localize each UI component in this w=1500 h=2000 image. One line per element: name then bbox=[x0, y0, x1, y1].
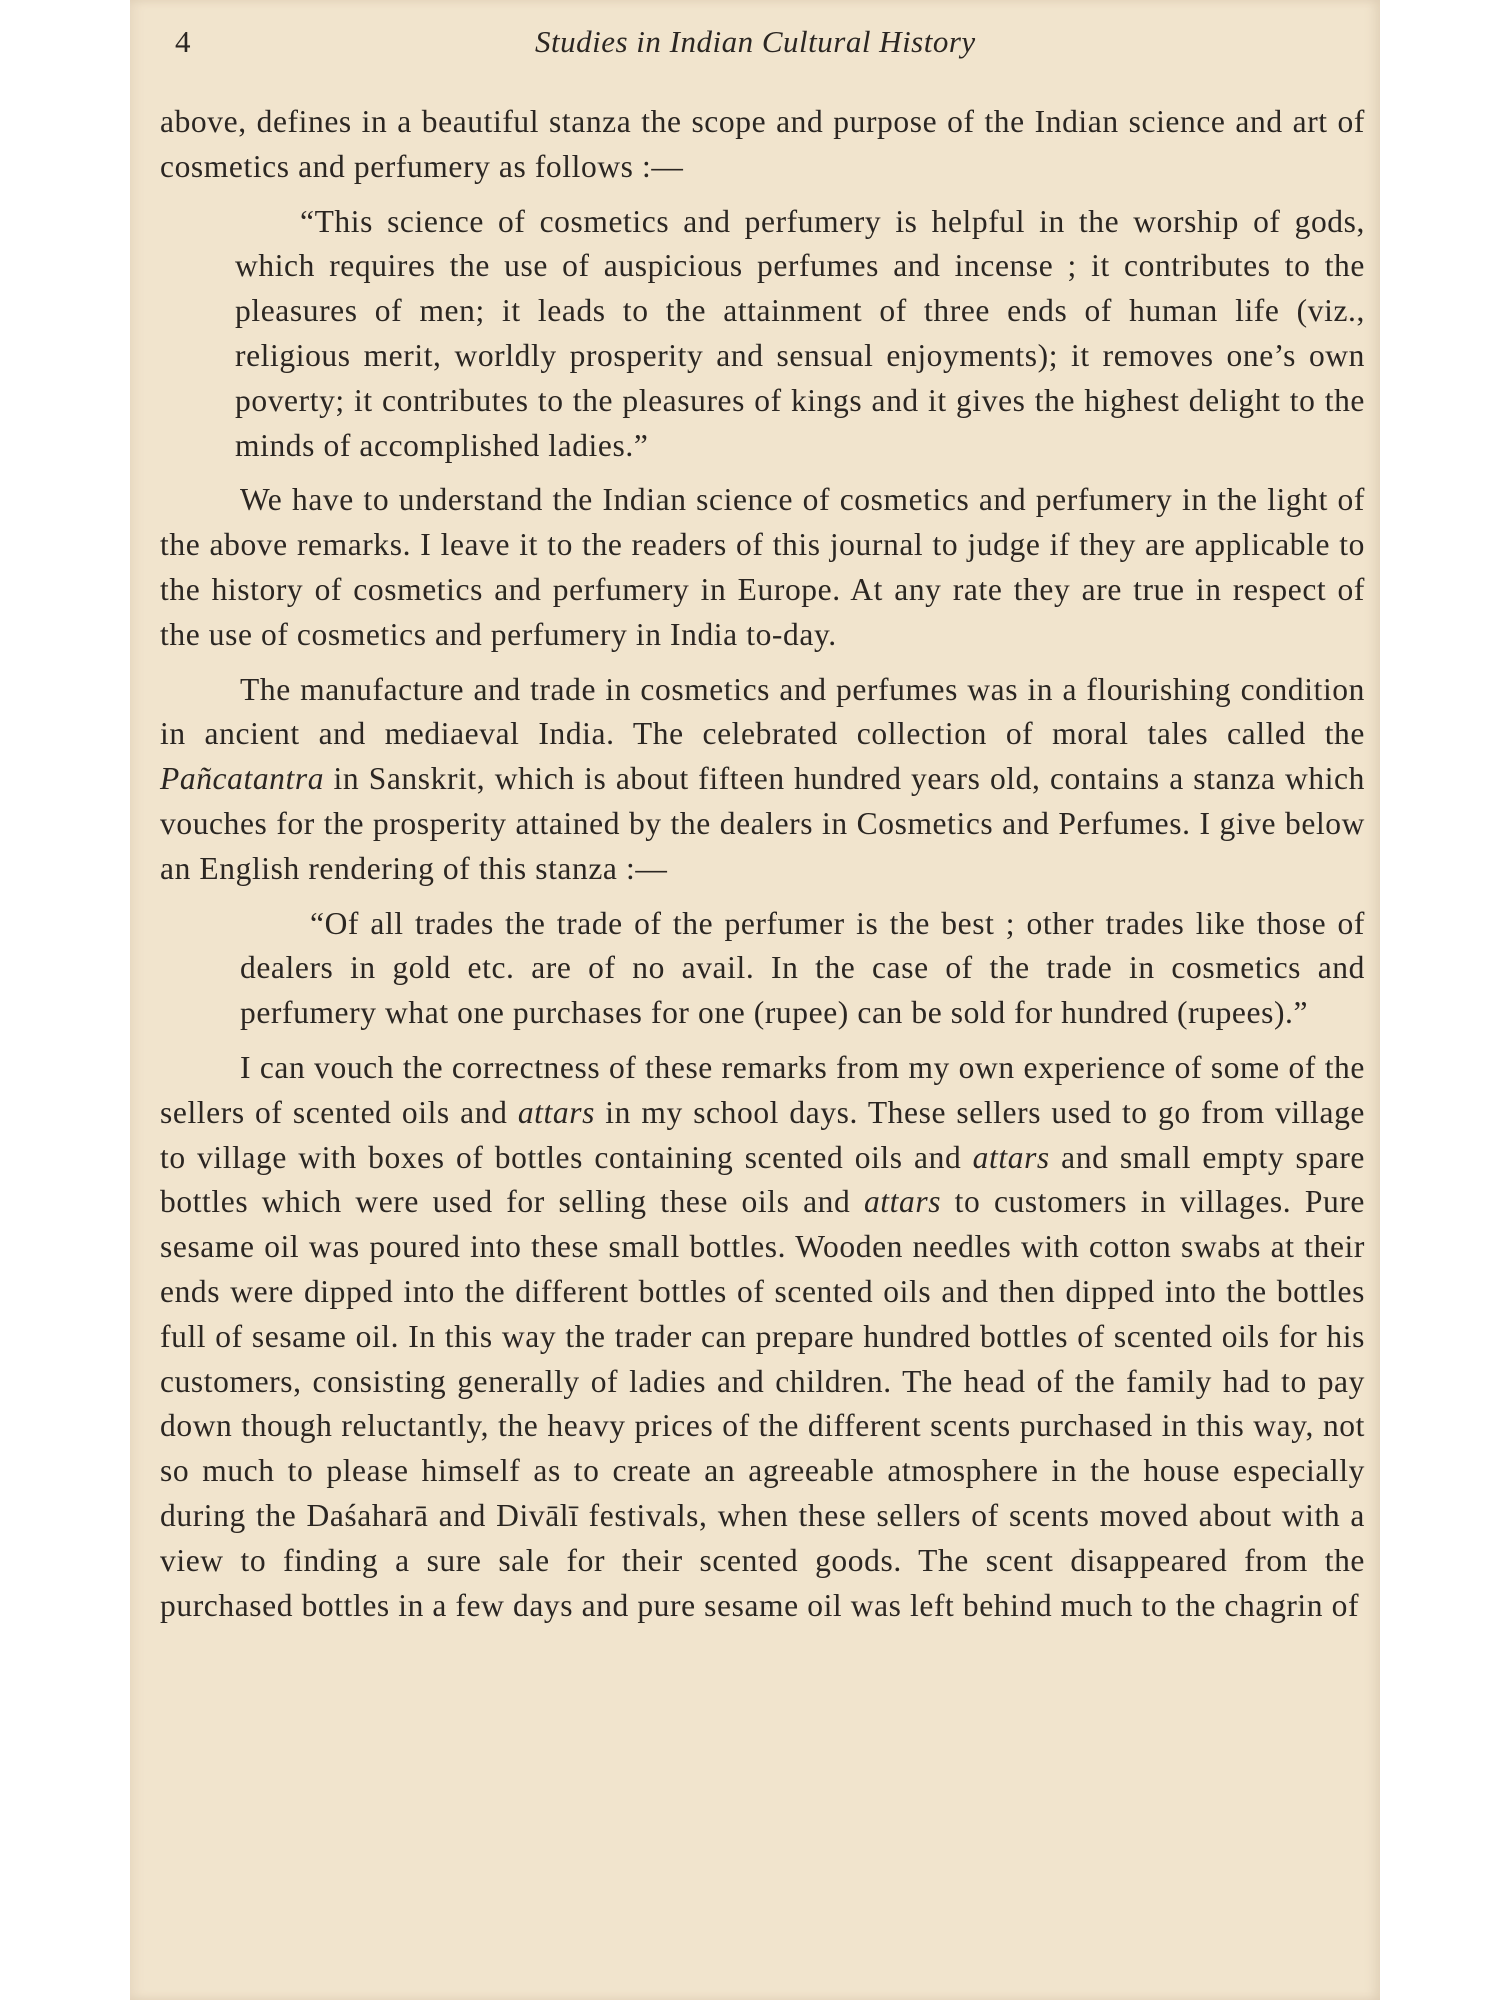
book-page bbox=[130, 0, 1380, 2000]
paragraph-experience-seg-4: to customers in villages. Pure sesame oil was poured into these small bottles. Wooden needles with cotton swabs at their ends were dipped into the different bottles of scented oils and then dipped into the bottles full of sesame oil. In this way the trader can prepare hundred bottles of scented oils for his customers, consisting generally of ladies and children. The head of the family had to pay down though reluctantly, the heavy prices of the different scents purchased in this way, not so much to please himself as to create an agreeable atmosphere in the house especially during the Daśaharā and Divālī festivals, when these sellers of scents moved about with a view to finding a sure sale for their scented goods. The scent disappeared from the purchased bottles in a few days and pure sesame oil was left behind much to the chagrin of bbox=[160, 1184, 1365, 1623]
paragraph-manufacture-text-2: in Sanskrit, which is about fifteen hundred years old, contains a stanza which vouches for the prosperity attained by the dealers in Cosmetics and Perfumes. I give below an English rendering of this stanza :— bbox=[160, 761, 1365, 886]
running-title: Studies in Indian Cultural History bbox=[535, 24, 976, 59]
page-header bbox=[175, 24, 1335, 68]
attars-term-1: attars bbox=[517, 1094, 595, 1130]
paragraph-experience-seg-3: and small empty spare bottles which were used for selling these oils and bbox=[160, 1139, 1365, 1220]
paragraph-experience-seg-2: in my school days. These sellers used to go from village to village with boxes of bottles containing scented oils and bbox=[160, 1094, 1365, 1175]
block-quote-trades: “Of all trades the trade of the perfumer is the best ; other trades like those of dealers in gold etc. are of no avail. In the case of the trade in cosmetics and perfumery what one purchases for one (rupee) can be sold for hundred (rupees).” bbox=[240, 905, 1365, 1031]
paragraph-experience-seg-1: I can vouch the correctness of these remarks from my own experience of some of the sellers of scented oils and bbox=[160, 1049, 1365, 1130]
paragraph-experience bbox=[160, 1046, 1365, 1628]
paragraph-continuation: above, defines in a beautiful stanza the scope and purpose of the Indian science and art of cosmetics and perfumery as follows :— bbox=[160, 104, 1365, 184]
quoted-stanza-cosmetics: “This science of cosmetics and perfumery is helpful in the worship of gods, which requires the use of auspicious perfumes and incense ; it contributes to the pleasures of men; it leads to the attainment of three ends of human life (viz., religious merit, worldly prosperity and sensual enjoyments); it removes one’s own poverty; it contributes to the pleasures of kings and it gives the highest delight to the minds of accomplished ladies.” bbox=[235, 203, 1365, 463]
attars-term-2: attars bbox=[972, 1139, 1050, 1175]
paragraph-understanding: We have to understand the Indian science of cosmetics and perfumery in the light of the above remarks. I leave it to the readers of this journal to judge if they are applicable to the history of cosmetics and perfumery in Europe. At any rate they are true in respect of the use of cosmetics and perfumery in India to-day. bbox=[160, 482, 1365, 652]
paragraph-manufacture-text-1: The manufacture and trade in cosmetics and perfumes was in a flourishing condition in ancient and mediaeval India. The celebrated collection of moral tales called the bbox=[160, 671, 1365, 752]
page-number: 4 bbox=[175, 24, 191, 59]
panchatantra-title: Pañcatantra bbox=[160, 761, 325, 797]
attars-term-3: attars bbox=[863, 1184, 942, 1220]
page-body bbox=[160, 100, 1365, 1628]
paragraph-manufacture bbox=[160, 668, 1365, 892]
